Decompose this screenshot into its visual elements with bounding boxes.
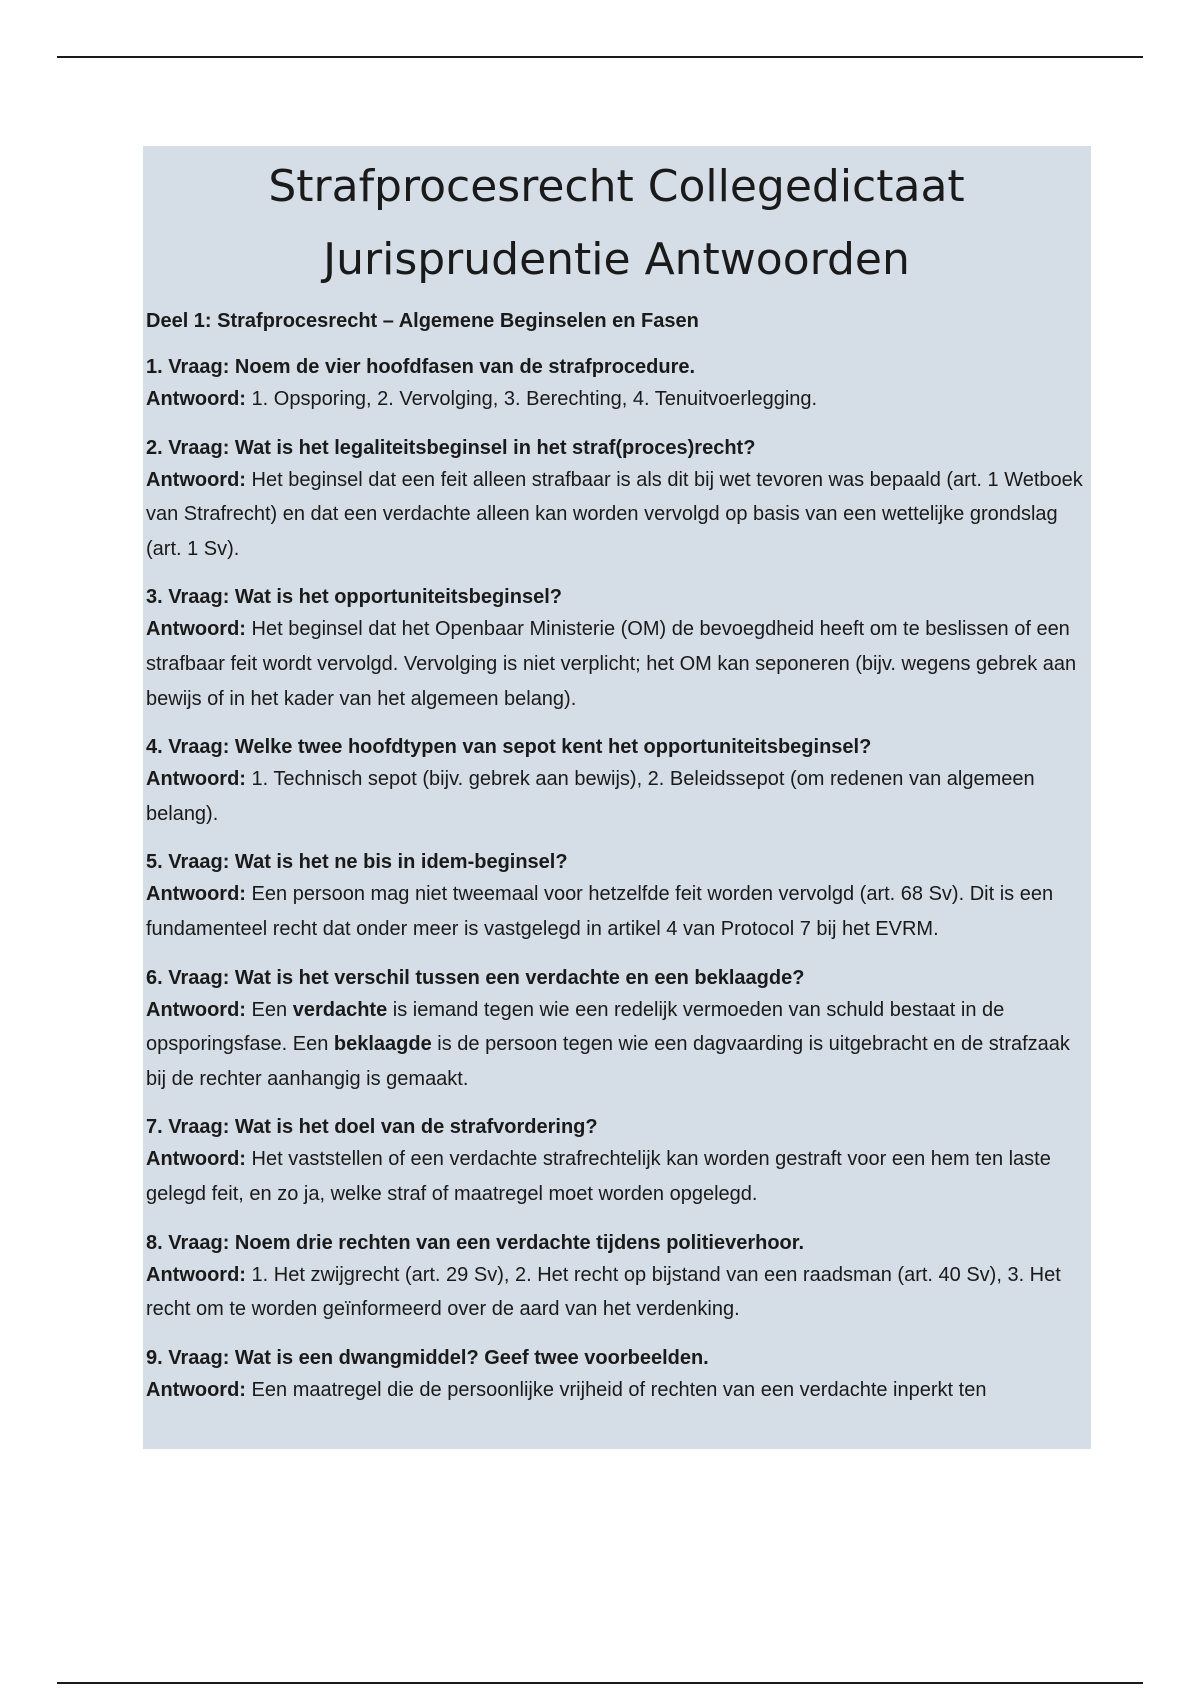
qa-item-8 bbox=[146, 1228, 1087, 1327]
qa-item-5 bbox=[146, 847, 1087, 946]
answer-3 bbox=[146, 612, 1087, 716]
document-title-line-2: Jurisprudentie Antwoorden bbox=[323, 234, 910, 285]
answer-label: Antwoord: bbox=[146, 388, 246, 410]
question-2: 2. Vraag: Wat is het legaliteitsbeginsel in het straf(proces)recht? bbox=[146, 436, 756, 459]
question-4: 4. Vraag: Welke twee hoofdtypen van sepot kent het opportuniteitsbeginsel? bbox=[146, 736, 872, 759]
answer-label: Antwoord: bbox=[146, 1148, 246, 1171]
answer-1 bbox=[146, 382, 1087, 417]
answer-label: Antwoord: bbox=[146, 618, 246, 641]
bottom-rule bbox=[57, 1682, 1143, 1684]
qa-item-2 bbox=[146, 433, 1087, 567]
qa-item-3 bbox=[146, 582, 1087, 716]
answer-8 bbox=[146, 1258, 1087, 1327]
answer-4 bbox=[146, 762, 1087, 831]
answer-7 bbox=[146, 1142, 1087, 1211]
qa-item-7 bbox=[146, 1112, 1087, 1211]
answer-6 bbox=[146, 993, 1087, 1097]
top-rule bbox=[57, 56, 1143, 58]
answer-6-text-part-3: is de persoon tegen wie een dagvaarding is uitgebracht en de strafzaak bij de rechter aanhangig is gemaakt. bbox=[146, 1033, 1070, 1090]
answer-6-text-part-2: is iemand tegen wie een redelijk vermoeden van schuld bestaat in de opsporingsfase. Een bbox=[146, 998, 1005, 1056]
qa-item-6 bbox=[146, 963, 1087, 1097]
question-7: 7. Vraag: Wat is het doel van de strafvordering? bbox=[146, 1116, 598, 1139]
answer-2-text: Het beginsel dat een feit alleen strafbaar is als dit bij wet tevoren was bepaald (art. 1 Wetboek van Strafrecht) en dat een verdachte alleen kan worden vervolgd op basis van een wettelijke grondslag (art. 1 Sv). bbox=[146, 468, 1083, 560]
qa-item-1 bbox=[146, 352, 1087, 417]
answer-7-text: Het vaststellen of een verdachte strafrechtelijk kan worden gestraft voor een hem ten laste gelegd feit, en zo ja, welke straf of maatregel moet worden opgelegd. bbox=[146, 1148, 1051, 1205]
answer-2 bbox=[146, 463, 1087, 567]
answer-9 bbox=[146, 1373, 1087, 1408]
term-verdachte: verdachte bbox=[292, 998, 388, 1021]
question-3: 3. Vraag: Wat is het opportuniteitsbeginsel? bbox=[146, 586, 562, 609]
answer-label: Antwoord: bbox=[146, 1263, 246, 1286]
document-title bbox=[146, 146, 1087, 296]
answer-1-text: 1. Opsporing, 2. Vervolging, 3. Berechting, 4. Tenuitvoerlegging. bbox=[251, 388, 818, 410]
answer-label: Antwoord: bbox=[146, 998, 246, 1021]
qa-item-4 bbox=[146, 732, 1087, 831]
document-title-line-1: Strafprocesrecht Collegedictaat bbox=[268, 161, 965, 212]
answer-8-text: 1. Het zwijgrecht (art. 29 Sv), 2. Het recht op bijstand van een raadsman (art. 40 Sv), 3. Het recht om te worden geïnformeerd over de aard van het verdenking. bbox=[146, 1263, 1061, 1321]
question-5: 5. Vraag: Wat is het ne bis in idem-beginsel? bbox=[146, 851, 568, 874]
document-panel bbox=[143, 146, 1091, 1449]
question-8: 8. Vraag: Noem drie rechten van een verdachte tijdens politieverhoor. bbox=[146, 1231, 804, 1254]
question-6: 6. Vraag: Wat is het verschil tussen een verdachte en een beklaagde? bbox=[146, 966, 805, 989]
answer-5-text: Een persoon mag niet tweemaal voor hetzelfde feit worden vervolgd (art. 68 Sv). Dit is een fundamenteel recht dat onder meer is vastgelegd in artikel 4 van Protocol 7 bij het EVRM. bbox=[146, 883, 1054, 940]
answer-label: Antwoord: bbox=[146, 883, 246, 906]
question-9: 9. Vraag: Wat is een dwangmiddel? Geef twee voorbeelden. bbox=[146, 1346, 709, 1369]
answer-label: Antwoord: bbox=[146, 468, 246, 491]
answer-label: Antwoord: bbox=[146, 768, 246, 791]
answer-label: Antwoord: bbox=[146, 1378, 246, 1401]
answer-4-text: 1. Technisch sepot (bijv. gebrek aan bewijs), 2. Beleidssepot (om redenen van algemeen belang). bbox=[146, 768, 1035, 825]
section-heading: Deel 1: Strafprocesrecht – Algemene Beginselen en Fasen bbox=[146, 310, 699, 332]
answer-6-text-part-1: Een bbox=[251, 998, 293, 1021]
term-beklaagde: beklaagde bbox=[333, 1033, 432, 1056]
qa-item-9 bbox=[146, 1343, 1087, 1408]
question-1: 1. Vraag: Noem de vier hoofdfasen van de strafprocedure. bbox=[146, 356, 696, 378]
answer-9-text: Een maatregel die de persoonlijke vrijheid of rechten van een verdachte inperkt ten bbox=[251, 1378, 987, 1401]
answer-3-text: Het beginsel dat het Openbaar Ministerie (OM) de bevoegdheid heeft om te beslissen of een strafbaar feit wordt vervolgd. Vervolging is niet verplicht; het OM kan seponeren (bijv. wegens gebrek aan bewijs of in het kader van het algemeen belang). bbox=[146, 618, 1077, 710]
answer-5 bbox=[146, 877, 1087, 946]
